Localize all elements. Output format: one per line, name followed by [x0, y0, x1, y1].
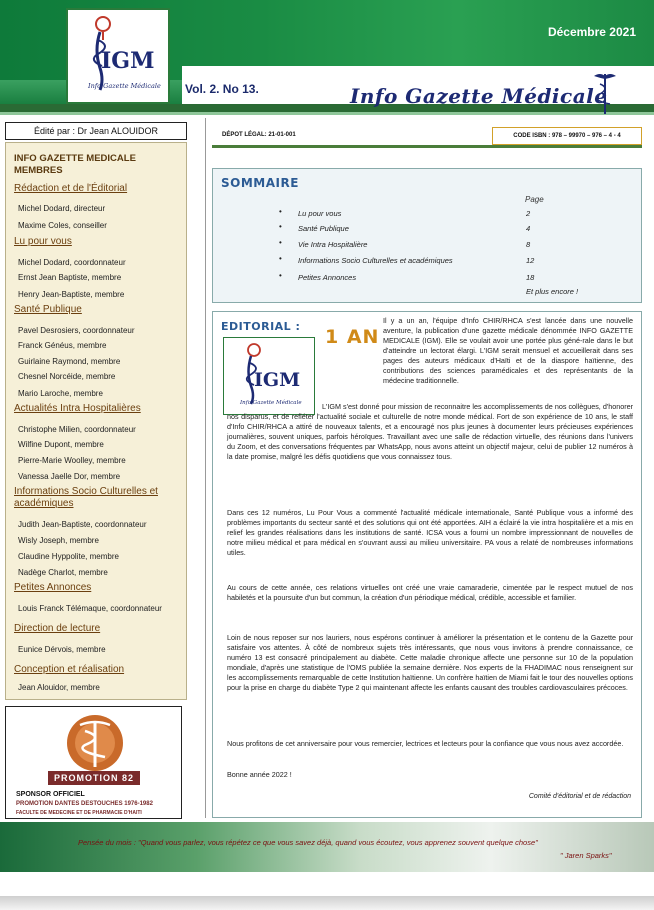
toc-item[interactable]: Vie Intra Hospitalière — [298, 240, 368, 249]
toc-item[interactable]: Lu pour vous — [298, 209, 342, 218]
section-heading: Informations Socio Culturelles et académiques — [14, 486, 158, 509]
bullet-icon: • — [279, 207, 282, 216]
member: Guirlaine Raymond, membre — [18, 357, 121, 366]
member: Michel Dodard, coordonnateur — [18, 258, 126, 267]
member: Michel Dodard, directeur — [18, 204, 106, 213]
toc-page: 8 — [526, 240, 531, 249]
header-divider-light — [0, 112, 654, 115]
quote-author: " Jaren Sparks" — [560, 851, 612, 860]
section-heading: Rédaction et de l'Éditorial — [14, 183, 128, 194]
sponsor-label: SPONSOR OFFICIEL — [16, 791, 85, 798]
bullet-icon: • — [279, 238, 282, 247]
page-column-header: Page — [525, 195, 544, 204]
svg-text:IGM: IGM — [101, 48, 155, 74]
member: Pierre-Marie Woolley, membre — [18, 456, 126, 465]
sponsor-line: FACULTE DE MEDECINE ET DE PHARMACIE D'HAITI — [16, 810, 142, 816]
member: Henry Jean-Baptiste, membre — [18, 290, 125, 299]
editorial-paragraph: Au cours de cette année, ces relations virtuelles ont créé une vraie camaraderie, cimentée par le respect mutuel de nos habiletés et la poursuite d'un but commun, la création d'un périodique médical, crédible, accessible et familier. — [227, 583, 633, 602]
member: Louis Franck Télémaque, coordonnateur — [18, 604, 162, 613]
editorial-signature: Comité d'éditorial et de rédaction — [528, 793, 631, 800]
member: Claudine Hyppolite, membre — [18, 552, 119, 561]
dropcap-anniversary: 1 AN — [325, 326, 380, 348]
editorial-paragraph: Nous profitons de cet anniversaire pour vous remercier, lectrices et lecteurs pour la confiance que vous nous avez accordée. — [227, 739, 624, 748]
section-heading: Santé Publique — [14, 304, 82, 315]
member: Mario Laroche, membre — [18, 389, 103, 398]
promotion-logo-icon — [50, 713, 140, 773]
section-heading: Actualités Intra Hospitalières — [14, 403, 141, 414]
member: Judith Jean-Baptiste, coordonnateur — [18, 520, 147, 529]
page-bottom-bar — [0, 896, 654, 910]
section-heading: Lu pour vous — [14, 236, 72, 247]
members-title: INFO GAZETTE MEDICALE MEMBRES — [14, 153, 136, 176]
member: Nadège Charlot, membre — [18, 568, 108, 577]
toc-page: 2 — [526, 209, 531, 218]
member: Christophe Milien, coordonnateur — [18, 425, 136, 434]
issue-date: Décembre 2021 — [547, 25, 636, 39]
svg-text:Info Gazette Médicale: Info Gazette Médicale — [88, 82, 161, 90]
toc-page: 12 — [526, 256, 535, 265]
member: Pavel Desrosiers, coordonnateur — [18, 326, 135, 335]
isbn-code: CODE ISBN : 978 – 99970 – 976 – 4 - 4 — [492, 127, 642, 145]
member: Chesnel Norcéide, membre — [18, 372, 116, 381]
caduceus-icon — [592, 70, 618, 116]
editorial-paragraph: L'IGM s'est donné pour mission de reconnaitre les accomplissements de nos collègues, d'honorer nos disparus, et de refléter l'actualité sociale et culturelle de notre monde médical. Fort de son expérience de 10 ans, le staff d'Info CHIR/RHCA a attiré de nouveaux talents, et a encouragé nos plus jeunes à documenter leurs précieuses expériences journalières, souvent uniques, parfois héroïques. Travaillant avec une salle de rédaction virtuelle, des réunions dans l'univers du Zoom, et des conversations fréquentes par WhatsApp, nous avons atteint un objectif majeur, celui de publier 12 numéros à la date promise, malgré les défis quotidiens que vous connaissez tous. — [227, 402, 633, 461]
section-heading: Conception et réalisation — [14, 664, 125, 675]
toc-item[interactable]: Santé Publique — [298, 224, 349, 233]
toc-more: Et plus encore ! — [526, 287, 579, 296]
editorial-box — [212, 311, 642, 818]
editorial-title: EDITORIAL : — [221, 320, 301, 333]
igm-logo-icon — [68, 10, 168, 102]
bullet-icon: • — [279, 254, 282, 263]
toc-item[interactable]: Petites Annonces — [298, 273, 357, 282]
toc-page: 4 — [526, 224, 531, 233]
member: Wilfine Dupont, membre — [18, 440, 104, 449]
sponsor-line: PROMOTION DANTES DESTOUCHES 1976-1982 — [16, 801, 153, 807]
masthead-title: Info Gazette Médicale — [350, 84, 608, 108]
toc-page: 18 — [526, 273, 535, 282]
editorial-paragraph: Il y a un an, l'équipe d'Info CHIR/RHCA s'est lancée dans une nouvelle aventure, la publication d'une gazette médicale dénommée INFO GAZETTE MEDICALE (IGM). Elle se voulait avoir une portée plus géné-rale dans le but d'atteindre un lectorat élargi. L'IGM serait mensuel et accueillerait dans ses pages des auteurs médicaux d'Haïti et de la diaspore haïtienne, des contributions des sciences paramédicales et des représentants de la médecine traditionnelle. — [383, 316, 633, 385]
svg-text:IGM: IGM — [254, 369, 301, 391]
editorial-paragraph: Dans ces 12 numéros, Lu Pour Vous a commenté l'actualité médicale internationale, Santé Publique vous a informé des problèmes importants du secteur santé et des solutions qui ont été apportées. AIH a éclairé la vie intra hospitalière et a mis en relief les grandes réalisations dans les institutions de santé. ICSA vous a fourni un nombre impressionnant de nouvelles de notre milieu médical et para médical en s'ouvrant aussi au milieu universitaire. PA vous a relaté de nombreuses informations utiles. — [227, 508, 633, 557]
legal-row — [212, 127, 642, 148]
sponsor-box — [5, 706, 182, 819]
bullet-icon: • — [279, 222, 282, 231]
member: Jean Alouidor, membre — [18, 683, 100, 692]
footer-banner — [0, 822, 654, 872]
member: Wisly Joseph, membre — [18, 536, 99, 545]
section-heading: Petites Annonces — [14, 582, 92, 593]
promotion-badge: PROMOTION 82 — [48, 771, 140, 785]
members-sidebar — [5, 142, 187, 700]
member: Ernst Jean Baptiste, membre — [18, 273, 122, 282]
editorial-paragraph: Bonne année 2022 ! — [227, 770, 292, 779]
member: Franck Généus, membre — [18, 341, 107, 350]
svg-text:Info Gazette Médicale: Info Gazette Médicale — [240, 400, 302, 406]
member: Maxime Coles, conseiller — [18, 221, 107, 230]
editorial-paragraph: Loin de nous reposer sur nos lauriers, nous espérons continuer à améliorer la présentation et le contenu de la Gazette pour satisfaire vos attentes. À côté de nombreux sujets très intéressants, que nous vous invitons à prendre connaissance, ce numéro 13 est consacré principalement au diabète. Cette maladie chronique affecte une personne sur 10 de la population mondiale, d'après une statistique de l'OMS publiée la semaine dernière. Nos experts de la FHADIMAC nous renseignent sur les accomplissements remarquable de cette Institution haïtienne. Un confrère haïtien de Miami fait le tour des nouvelles options pour la prise en charge du diabète Type 2 qui maintenant affecte les enfants causant des troubles cardiovasculaires précoces. — [227, 633, 633, 692]
quote-of-month: Pensée du mois : "Quand vous parlez, vous répétez ce que vous savez déjà, quand vous écoutez, vous apprenez souvent quelque chose" — [78, 838, 538, 847]
edited-by: Édité par : Dr Jean ALOUIDOR — [5, 122, 187, 140]
igm-logo — [66, 8, 170, 104]
depot-legal: DÉPOT LÉGAL: 21-01-001 — [222, 132, 296, 138]
sommaire-title: SOMMAIRE — [221, 176, 299, 190]
bullet-icon: • — [279, 271, 282, 280]
member: Vanessa Jaelle Dor, membre — [18, 472, 121, 481]
table-of-contents — [212, 168, 642, 303]
volume-number: Vol. 2. No 13. — [185, 82, 259, 96]
toc-item[interactable]: Informations Socio Culturelles et académiques — [298, 256, 453, 265]
member: Eunice Dérvois, membre — [18, 645, 106, 654]
section-heading: Direction de lecture — [14, 623, 101, 634]
